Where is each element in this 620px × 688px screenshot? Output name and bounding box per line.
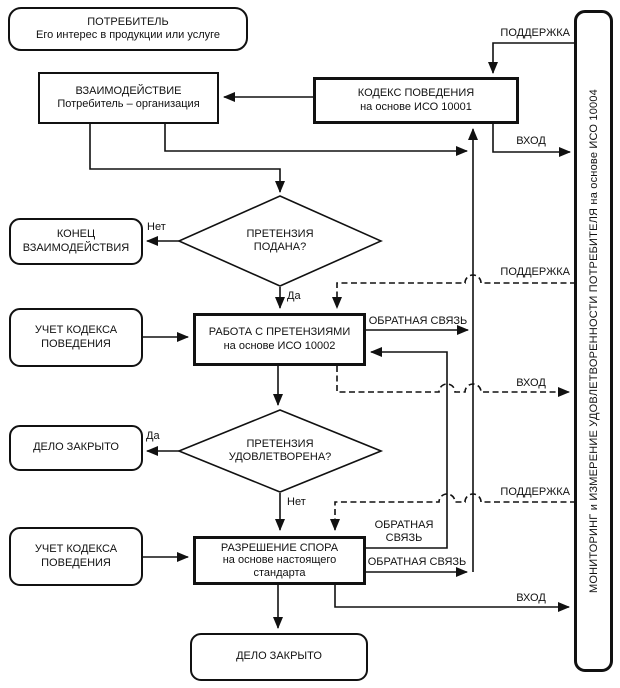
interaction-node [38, 72, 219, 124]
case-closed-1-node [9, 425, 143, 471]
claim-satisfied-line1: ПРЕТЕНЗИЯ [246, 437, 314, 450]
feedback-dispute-upper-label [366, 519, 442, 545]
complaint-handling-subtitle: на основе ИСО 10002 [223, 339, 336, 352]
consumer-title: ПОТРЕБИТЕЛЬ [87, 15, 169, 28]
code-account-2-line1: УЧЕТ КОДЕКСА [34, 543, 118, 555]
feedback-dispute-lower-label: ОБРАТНАЯ СВЯЗЬ [367, 556, 467, 568]
input-bottom-label: ВХОД [516, 592, 546, 604]
code-account-1-node [9, 308, 143, 367]
case-closed-2-title: ДЕЛО ЗАКРЫТО [236, 650, 322, 663]
code-of-conduct-subtitle: на основе ИСО 10001 [360, 100, 472, 113]
consumer-subtitle: Его интерес в продукции или услуге [36, 29, 220, 41]
claim-filed-text [195, 227, 365, 255]
input-middle-label: ВХОД [516, 377, 546, 389]
code-account-1-line1: УЧЕТ КОДЕКСА [34, 324, 118, 336]
code-of-conduct-node [313, 77, 519, 124]
consumer-node [8, 7, 248, 51]
satisfied-no-label: Нет [287, 496, 306, 508]
claim-filed-line1: ПРЕТЕНЗИЯ [246, 227, 314, 240]
feedback-complaints-label: ОБРАТНАЯ СВЯЗЬ [368, 315, 468, 327]
feedback-dispute-upper-line2: СВЯЗЬ [385, 532, 423, 544]
claim-filed-line2: ПОДАНА? [253, 241, 307, 253]
monitoring-bar-text: МОНИТОРИНГ и ИЗМЕРЕНИЕ УДОВЛЕТВОРЕННОСТИ ПОТРЕБИТЕЛЯ на основе ИСО 10004 [587, 88, 600, 594]
dispute-resolution-subtitle1: на основе настоящего [222, 554, 337, 567]
edge-interaction-to-trunk [165, 124, 467, 151]
dispute-resolution-subtitle2: стандарта [253, 566, 306, 579]
input-top-label: ВХОД [516, 135, 546, 147]
claim-satisfied-text [195, 437, 365, 465]
dispute-resolution-title: РАЗРЕШЕНИЕ СПОРА [220, 541, 339, 554]
claim-satisfied-line2: УДОВЛЕТВОРЕНА? [228, 451, 332, 463]
complaint-handling-node [193, 313, 366, 366]
support-top-label: ПОДДЕРЖКА [500, 27, 570, 39]
interaction-title: ВЗАИМОДЕЙСТВИЕ [75, 84, 182, 97]
interaction-subtitle: Потребитель – организация [57, 98, 200, 110]
end-of-interaction-line1: КОНЕЦ [56, 228, 96, 240]
edge-support-top [493, 43, 576, 73]
code-account-1-line2: ПОВЕДЕНИЯ [41, 337, 111, 350]
case-closed-2-node [190, 633, 368, 681]
case-closed-1-title: ДЕЛО ЗАКРЫТО [33, 441, 119, 454]
support-middle-label: ПОДДЕРЖКА [500, 266, 570, 278]
claim-no-label: Нет [147, 221, 166, 233]
code-account-2-line2: ПОВЕДЕНИЯ [41, 556, 111, 569]
dispute-resolution-node [193, 536, 366, 585]
complaint-handling-title: РАБОТА С ПРЕТЕНЗИЯМИ [208, 326, 351, 338]
claim-yes-label: Да [287, 290, 301, 302]
end-of-interaction-line2: ВЗАИМОДЕЙСТВИЯ [22, 241, 130, 254]
edge-interaction-to-claim [90, 124, 280, 192]
edge-support-middle [337, 275, 576, 308]
code-account-2-node [9, 527, 143, 586]
satisfied-yes-label: Да [146, 430, 160, 442]
feedback-dispute-upper-line1: ОБРАТНАЯ [374, 519, 434, 531]
support-bottom-label: ПОДДЕРЖКА [500, 486, 570, 498]
monitoring-bar-node [574, 10, 613, 672]
code-of-conduct-title: КОДЕКС ПОВЕДЕНИЯ [357, 87, 475, 99]
end-of-interaction-node [9, 218, 143, 265]
